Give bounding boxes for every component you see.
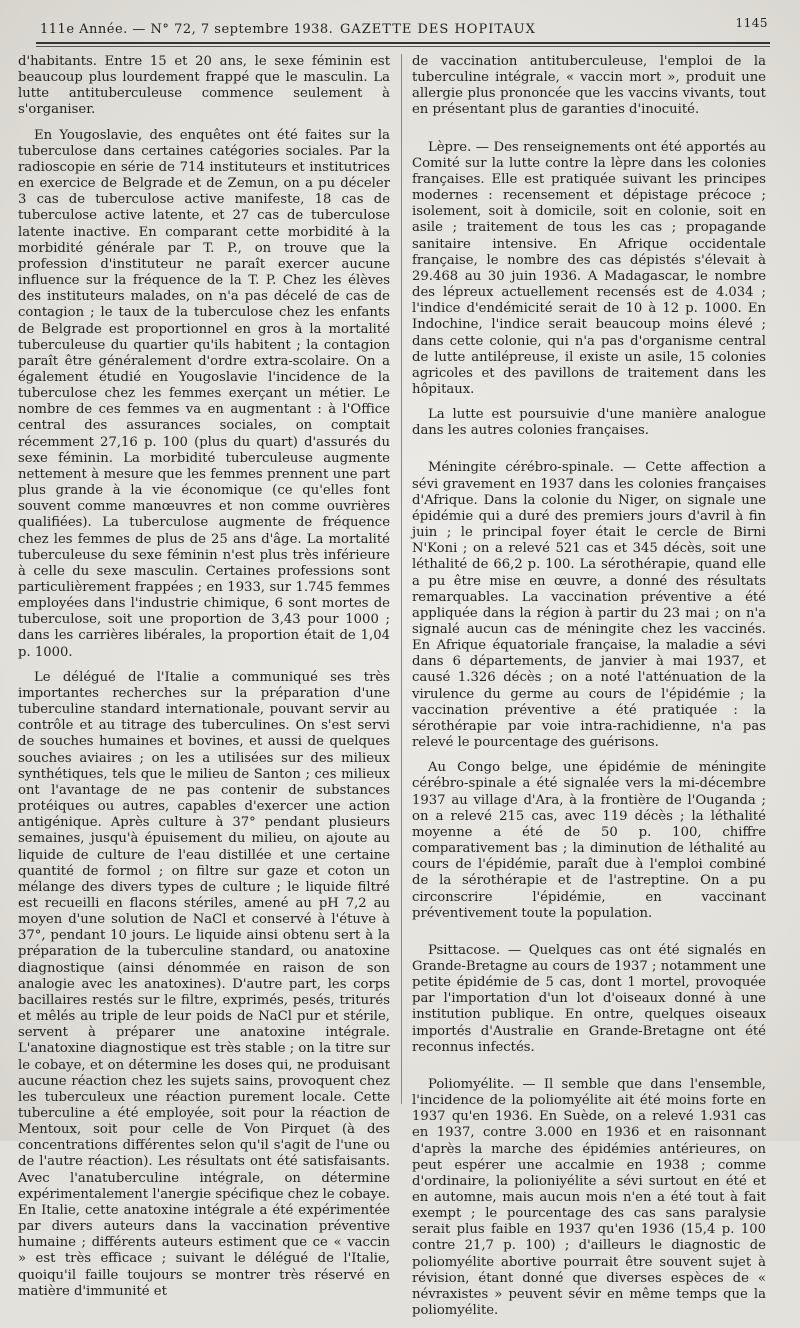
paragraph: d'habitants. Entre 15 et 20 ans, le sexe féminin est beaucoup plus lourdement frappé que le masculin. La lutte antituberculeuse commence seulement à s'organiser. <box>18 54 390 118</box>
paragraph: En Yougoslavie, des enquêtes ont été faites sur la tuberculose dans certaines catégories sociales. Par la radioscopie en série de 714 instituteurs et institutrices en exercice de Belgrade et de Zemun, on a pu déceler 3 cas de tuberculose active manifeste, 18 cas de tuberculose active latente, et 27 cas de tuberculose latente inactive. En comparant cette morbidité à la morbidité générale par T. P., on trouve que la profession d'instituteur ne paraît exercer aucune influence sur la fréquence de la T. P. Chez les élèves des instituteurs malades, on n'a pas décelé de cas de contagion ; le taux de la tuberculose chez les enfants de Belgrade est proportionnel en gros à la mortalité tuberculeuse du quartier qu'ils habitent ; la contagion paraît être généralement d'ordre extra-scolaire. On a également étudié en Yougoslavie l'incidence de la tuberculose chez les femmes exerçant un métier. Le nombre de ces femmes va en augmentant : à l'Office central des assurances sociales, on comptait récemment 27,16 p. 100 (plus du quart) d'assurés du sexe féminin. La morbidité tuberculeuse augmente nettement à mesure que les femmes prennent une part plus grande à la vie économique (ce qu'elles font souvent comme manœuvres et non comme ouvrières qualifiées). La tuberculose augmente de fréquence chez les femmes de plus de 25 ans d'âge. La mortalité tuberculeuse du sexe féminin n'est plus très inférieure à celle du sexe masculin. Certaines professions sont particulièrement frappées ; en 1933, sur 1.745 femmes employées dans l'industrie chimique, 6 sont mortes de tuberculose, soit une proportion de 3,43 pour 1000 ; dans les carrières libérales, la proportion était de 1,04 p. 1000. <box>18 127 390 660</box>
header-rule-thin <box>36 46 770 47</box>
page-header <box>30 14 780 40</box>
paragraph: La lutte est poursuivie d'une manière analogue dans les autres colonies françaises. <box>412 407 766 439</box>
paragraph: Le délégué de l'Italie a communiqué ses très importantes recherches sur la préparation d'une tuberculine standard internationale, pouvant servir au contrôle et au titrage des tuberculines. On s'est servi de souches humaines et bovines, et aussi de quelques souches aviaires ; on les a utilisées sur des milieux synthétiques, tels que le milieu de Santon ; ces milieux ont l'avantage de ne pas contenir de substances protéiques ou autres, capables d'exercer une action antigénique. Après culture à 37° pendant plusieurs semaines, jusqu'à épuisement du milieu, on ajoute au liquide de culture de l'eau distillée et une certaine quantité de formol ; on filtre sur gaze et coton un mélange des divers types de culture ; le liquide filtré est recueilli en flacons stériles, amené au pH 7,2 au moyen d'une solution de NaCl et conservé à l'étuve à 37°, pendant 10 jours. Le liquide ainsi obtenu sert à la préparation de la tuberculine standard, ou anatoxine diagnostique (ainsi dénommée en raison de son analogie avec les anatoxines). D'autre part, les corps bacillaires restés sur le filtre, exprimés, pesés, triturés et mêlés au triple de leur poids de NaCl pur et stérile, servent à préparer une anatoxine intégrale. L'anatoxine diagnostique est très stable ; on la titre sur le cobaye, et on détermine les doses qui, ne produisant aucune réaction chez les sujets sains, provoquent chez les tuberculeux une réaction purement locale. Cette tuberculine a été employée, soit pour la réaction de Mentoux, soit pour celle de Von Pirquet (à des concentrations différentes selon qu'il s'agit de l'une ou de l'autre réaction). Les résultats ont été satisfaisants. Avec l'anatuberculine intégrale, on détermine expérimentalement l'anergie spécifique chez le cobaye. En Italie, cette anatoxine intégrale a été expérimentée par divers auteurs dans la vaccination préventive humaine ; différents auteurs estiment que ce « vaccin » est très efficace ; suivant le délégué de l'Italie, quoiqu'il faille toujours se montrer très réservé en matière d'immunité et <box>18 669 390 1299</box>
header-rule <box>36 42 770 44</box>
journal-title: GAZETTE DES HOPITAUX <box>340 22 536 37</box>
paragraph-lepre: Lèpre. — Des renseignements ont été apportés au Comité sur la lutte contre la lèpre dans les colonies françaises. Elle est pratiquée suivant les principes modernes : recensement et dépistage précoce ; isolement, soit à domicile, soit en colonie, soit en asile ; traitement de tous les cas ; propagande sanitaire intensive. En Afrique occidentale française, le nombre des cas dépistés s'élevait à 29.468 au 30 juin 1936. A Madagascar, le nombre des lépreux actuellement recensés est de 4.034 ; l'indice d'endémicité serait de 10 à 12 p. 1000. En Indochine, l'indice serait beaucoup moins élevé ; dans cette colonie, qui n'a pas d'organisme central de lutte antilépreuse, il existe un asile, 15 colonies agricoles et des pavillons de traitement dans les hôpitaux. <box>412 139 766 397</box>
paragraph: de vaccination antituberculeuse, l'emploi de la tuberculine intégrale, « vaccin mort », produit une allergie plus prononcée que les vaccins vivants, tout en présentant plus de garanties d'inocuité. <box>412 54 766 118</box>
left-column <box>18 54 390 1309</box>
paragraph-poliomyelite: Poliomyélite. — Il semble que dans l'ensemble, l'incidence de la poliomyélite ait été moins forte en 1937 qu'en 1936. En Suède, on a relevé 1.931 cas en 1937, contre 3.000 en 1936 et en raisonnant d'après la marche des épidémies antérieures, on peut espérer une accalmie en 1938 ; comme d'ordinaire, la polioniyélite a sévi surtout en été et en automne, mais aucun mois n'en a été tout à fait exempt ; le pourcentage des cas sans paralysie serait plus faible en 1937 qu'en 1936 (15,4 p. 100 contre 21,7 p. 100) ; d'ailleurs le diagnostic de poliomyélite abortive pourrait être souvent sujet à révision, étant donné que diverses espèces de « névraxistes » peuvent sévir en même temps que la poliomyélite. <box>412 1076 766 1319</box>
paragraph: Au Congo belge, une épidémie de méningite cérébro-spinale a été signalée vers la mi-décembre 1937 au village d'Ara, à la frontière de l'Ouganda ; on a relevé 215 cas, avec 119 décès ; la léthalité moyenne a été de 50 p. 100, chiffre comparativement bas ; la diminution de léthalité au cours de l'épidémie, paraît due à l'emploi combiné de la sérothérapie et de l'astreptine. On a pu circonscrire l'épidémie, en vaccinant préventivement toute la population. <box>412 760 766 921</box>
page-number: 1145 <box>735 16 768 30</box>
paragraph-psittacose: Psittacose. — Quelques cas ont été signalés en Grande-Bretagne au cours de 1937 ; notamment une petite épidémie de 5 cas, dont 1 mortel, provoquée par l'importation d'un lot d'oiseaux donné à une institution publique. En ontre, quelques oiseaux importés d'Australie en Grande-Bretagne ont été reconnus infectés. <box>412 942 766 1055</box>
column-divider <box>401 54 402 1104</box>
issue-line: 111e Année. — N° 72, 7 septembre 1938. <box>40 22 334 37</box>
right-column <box>412 54 766 1328</box>
paragraph-meningite: Méningite cérébro-spinale. — Cette affection a sévi gravement en 1937 dans les colonies françaises d'Afrique. Dans la colonie du Niger, on signale une épidémie qui a duré des premiers jours d'avril à fin juin ; le principal foyer était le cercle de Birni N'Koni ; on a relevé 521 cas et 345 décès, soit une léthalité de 66,2 p. 100. La sérothérapie, quand elle a pu être mise en œuvre, a donné des résultats remarquables. La vaccination préventive a été appliquée dans la région à partir du 23 mai ; on n'a signalé aucun cas de méningite chez les vaccinés. En Afrique équatoriale française, la maladie a sévi dans 6 départements, de janvier à mai 1937, et causé 1.326 décès ; on a noté l'atténuation de la virulence du germe au cours de l'épidémie ; la vaccination préventive a été pratiquée : la sérothérapie par voie intra-rachidienne, n'a pas relevé le pourcentage des guérisons. <box>412 460 766 751</box>
